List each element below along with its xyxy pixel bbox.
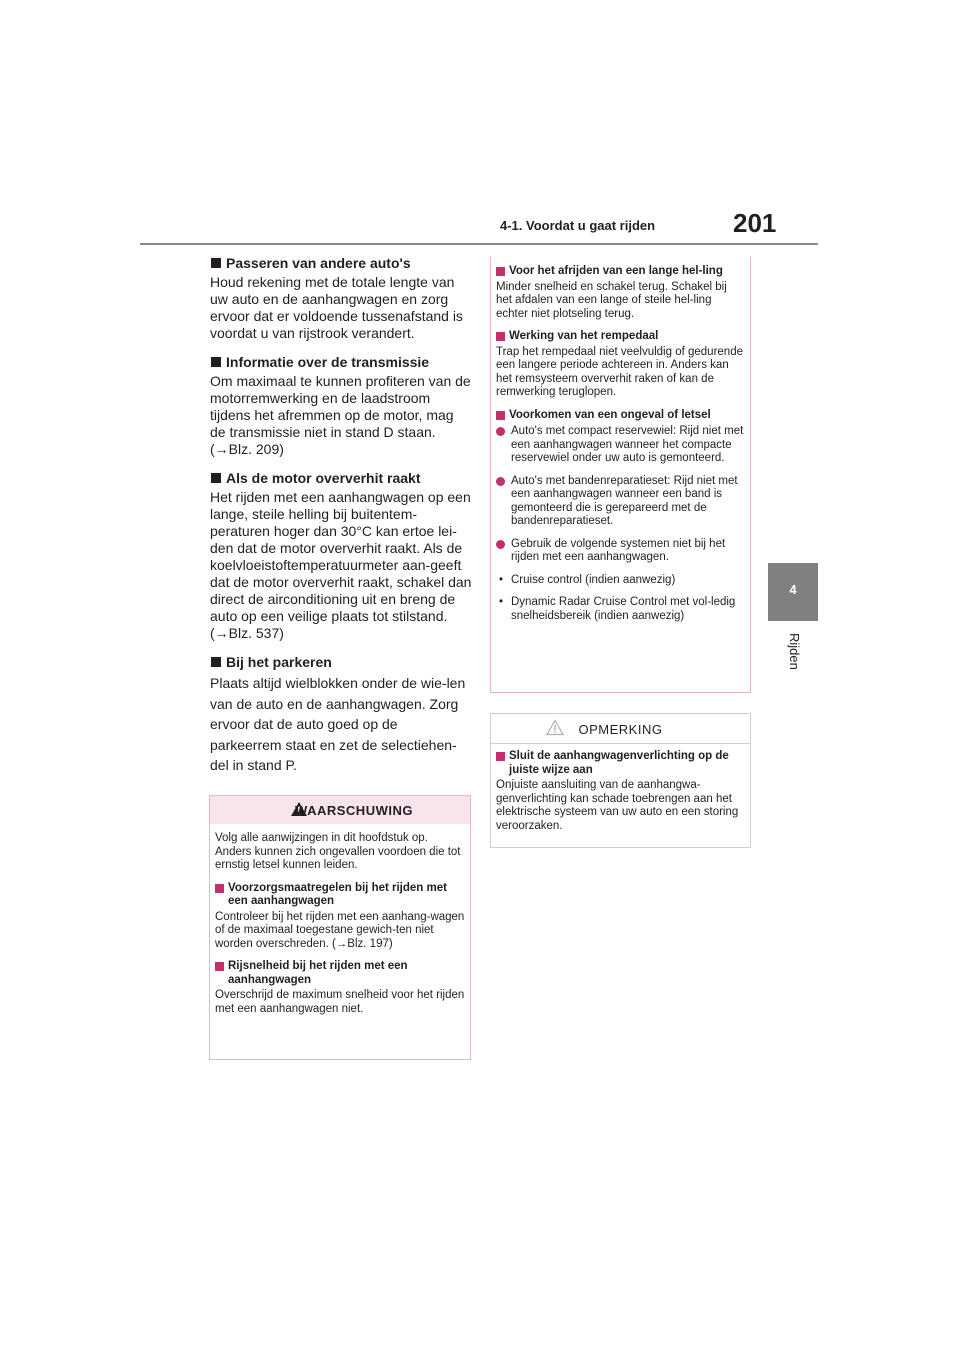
note-body	[491, 744, 750, 833]
section-paragraph: Plaats altijd wielblokken onder de wie-len van de auto en de aanhangwagen. Zorg ervoor dat de auto goed op de parkeerrem staat en zet de selectiehen-del in stand P.	[210, 675, 466, 773]
chapter-tab-number: 4	[789, 582, 797, 597]
header-divider	[140, 243, 818, 245]
warning-heading: Werking van het rempedaal	[496, 330, 745, 344]
page-number: 201	[733, 208, 777, 238]
note-header	[491, 714, 750, 744]
warning-paragraph: Overschrijd de maximum snelheid voor het rijden met een aanhangwagen niet.	[215, 989, 465, 1015]
warning-dot-item: Auto's met compact reservewiel: Rijd niet met een aanhangwagen wanneer het compacte reservewiel onder uw auto is gemonteerd.	[496, 425, 745, 466]
warning-bullet-item: • Cruise control (indien aanwezig)	[496, 574, 745, 588]
chapter-tab-label-wrap	[782, 633, 804, 693]
section-heading: Informatie over de transmissie	[210, 354, 472, 371]
warning-dot-item: Gebruik de volgende systemen niet bij het rijden met een aanhangwagen.	[496, 538, 745, 565]
section-paragraph: Houd rekening met de totale lengte van uw auto en de aanhangwagen en zorg ervoor dat er voldoende tussenafstand is voordat u van rijstrook verandert.	[210, 274, 463, 341]
section-heading: Bij het parkeren	[210, 654, 472, 671]
section-paragraph: Om maximaal te kunnen profiteren van de motorremwerking en de laadstroom tijdens het afremmen op de motor, mag de transmissie niet in stand D staan. (→Blz. 209)	[210, 373, 471, 457]
section-paragraph: Het rijden met een aanhangwagen op een lange, steile helling bij buitentem-peraturen hoger dan 30°C kan ertoe lei-den dat de motor oververhit raakt. Als de koelvloeistoftemperatuurmeter aan-geeft dat de motor oververhit raakt, schakel dan direct de airconditioning uit en breng de auto op een veilige plaats tot stilstand. (→Blz. 537)	[210, 489, 472, 641]
warning-box	[209, 795, 471, 1060]
chapter-tab-label: Rijden	[787, 633, 802, 670]
section-heading: Passeren van andere auto's	[210, 255, 472, 272]
warning-body	[210, 824, 470, 1016]
warning-heading: Voorkomen van een ongeval of letsel	[496, 409, 745, 423]
warning-intro: Volg alle aanwijzingen in dit hoofdstuk op. Anders kunnen zich ongevallen voordoen die tot ernstig letsel kunnen leiden.	[215, 832, 461, 871]
section-heading: Als de motor oververhit raakt	[210, 470, 472, 487]
warning-heading: Voorzorgsmaatregelen bij het rijden met een aanhangwagen	[215, 882, 465, 909]
warning-paragraph: Minder snelheid en schakel terug. Schakel bij het afdalen van een lange of steile hel-ling echter niet plotseling terug.	[496, 280, 727, 320]
note-title: OPMERKING	[578, 722, 663, 737]
warning-title: WAARSCHUWING	[295, 803, 413, 818]
warning-dot-item: Auto's met bandenreparatieset: Rijd niet met een aanhangwagen wanneer een band is gemonteerd die is gerepareerd met de bandenreparatieset.	[496, 475, 745, 529]
note-heading: Sluit de aanhangwagenverlichting op de juiste wijze aan	[496, 750, 745, 777]
main-text-column	[210, 255, 472, 788]
warning-box-continued	[490, 257, 751, 693]
note-box	[490, 713, 751, 848]
warning-header	[210, 796, 470, 824]
section-title: 4-1. Voordat u gaat rijden	[500, 218, 656, 233]
warning-paragraph: Trap het rempedaal niet veelvuldig of gedurende een langere periode achtereen in. Anders kan het remsysteem oververhit raken of kan de remwerking teruglopen.	[496, 345, 743, 398]
warning-bullet-item: • Dynamic Radar Cruise Control met vol-ledig snelheidsbereik (indien aanwezig)	[496, 596, 745, 623]
warning-heading: Rijsnelheid bij het rijden met een aanhangwagen	[215, 960, 465, 987]
note-paragraph: Onjuiste aansluiting van de aanhangwa-genverlichting kan schade toebrengen aan het elektrische systeem van uw auto en een storing veroorzaken.	[496, 779, 739, 832]
warning-paragraph: Controleer bij het rijden met een aanhang-wagen of de maximaal toegestane gewich-ten niet worden overschreden. (→Blz. 197)	[215, 910, 465, 950]
warning-continued-body	[491, 257, 750, 623]
warning-heading: Voor het afrijden van een lange hel-ling	[496, 265, 745, 279]
